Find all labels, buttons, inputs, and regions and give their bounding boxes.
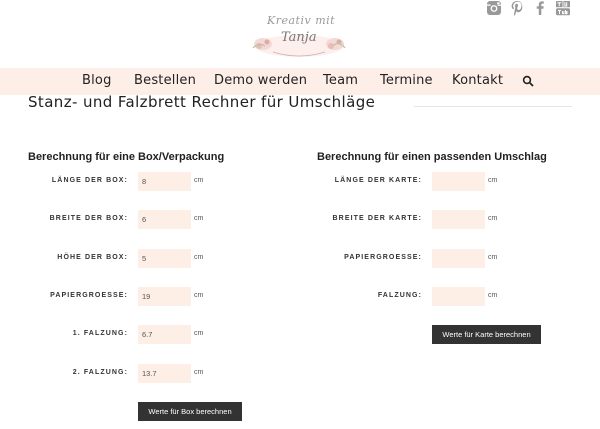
envelope-fold-label: FALZUNG:	[377, 292, 422, 299]
box-length-input[interactable]	[138, 172, 191, 191]
envelope-paper-size-input[interactable]	[432, 249, 485, 268]
box-fold-2-input[interactable]	[138, 364, 191, 383]
site-logo[interactable]	[247, 12, 351, 58]
logo-text-main: Tanja	[281, 30, 317, 45]
box-width-label: BREITE DER BOX:	[49, 215, 128, 222]
card-length-label: LÄNGE DER KARTE:	[334, 177, 422, 184]
calculate-card-button[interactable]: Werte für Karte berechnen	[432, 325, 541, 344]
logo-text-top: Kreativ mit	[267, 14, 336, 27]
nav-item-blog[interactable]: Blog	[82, 73, 112, 88]
box-width-unit: cm	[194, 215, 204, 222]
envelope-paper-size-label: PAPIERGROESSE:	[344, 254, 422, 261]
envelope-fold-unit: cm	[488, 292, 498, 299]
box-length-label: LÄNGE DER BOX:	[51, 177, 128, 184]
envelope-paper-size-unit: cm	[488, 254, 498, 261]
box-fold-1-label: 1. FALZUNG:	[72, 330, 128, 337]
box-fold-2-unit: cm	[194, 369, 204, 376]
envelope-fold-input[interactable]	[432, 287, 485, 306]
card-length-input[interactable]	[432, 172, 485, 191]
card-width-unit: cm	[488, 215, 498, 222]
main-navigation	[0, 68, 600, 95]
box-fold-2-label: 2. FALZUNG:	[72, 369, 128, 376]
title-divider	[414, 106, 572, 107]
box-height-input[interactable]	[138, 249, 191, 268]
youtube-icon[interactable]	[555, 0, 571, 16]
page-title: Stanz- und Falzbrett Rechner für Umschläge	[28, 93, 376, 111]
box-paper-size-unit: cm	[194, 292, 204, 299]
box-section-title: Berechnung für eine Box/Verpackung	[28, 151, 225, 163]
card-length-unit: cm	[488, 177, 498, 184]
calculate-box-button[interactable]: Werte für Box berechnen	[138, 402, 242, 421]
social-links	[486, 0, 571, 16]
box-height-label: HÖHE DER BOX:	[57, 254, 128, 261]
pinterest-icon[interactable]	[509, 0, 525, 16]
search-icon[interactable]	[522, 75, 534, 87]
card-width-label: BREITE DER KARTE:	[332, 215, 422, 222]
box-length-unit: cm	[194, 177, 204, 184]
box-fold-1-unit: cm	[194, 330, 204, 337]
nav-item-demo-werden[interactable]: Demo werden	[214, 73, 308, 88]
box-fold-1-input[interactable]	[138, 325, 191, 344]
box-paper-size-input[interactable]	[138, 287, 191, 306]
box-paper-size-label: PAPIERGROESSE:	[50, 292, 128, 299]
box-width-input[interactable]	[138, 210, 191, 229]
facebook-icon[interactable]	[532, 0, 548, 16]
box-height-unit: cm	[194, 254, 204, 261]
instagram-icon[interactable]	[486, 0, 502, 16]
nav-item-termine[interactable]: Termine	[380, 73, 433, 88]
nav-item-bestellen[interactable]: Bestellen	[134, 73, 197, 88]
card-width-input[interactable]	[432, 210, 485, 229]
envelope-section-title: Berechnung für einen passenden Umschlag	[317, 151, 547, 163]
nav-item-kontakt[interactable]: Kontakt	[452, 73, 504, 88]
nav-item-team[interactable]: Team	[323, 73, 359, 88]
